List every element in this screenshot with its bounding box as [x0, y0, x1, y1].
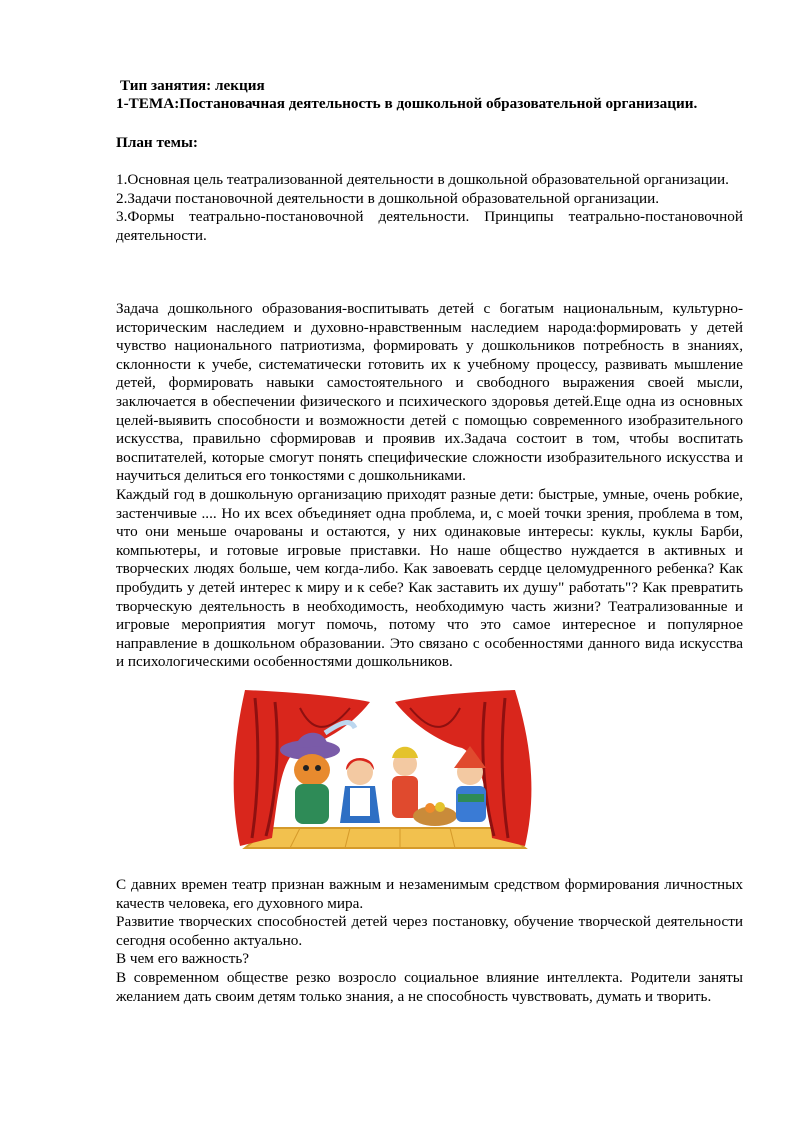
paragraph: Задача дошкольного образования-воспитывать детей с богатым национальным, культурно-историческим наследием и духовно-нравственным наследием народа:формировать у детей чувство национального патриотизма, формировать у дошкольников потребность в знаниях, склонности к учебе, систематически готовить их к учебному процессу, развивать мышление детей, формировать навыки самостоятельного и свободного выражения своей мысли, заключается в обеспечении физического и психического здоровья детей.Еще одна из основных целей-выявить способности и возможности детей с помощью современного изобразительного искусства, правильно сформировав и проявив их.Задача состоит в том, чтобы воспитать воспитателей, которые смогут понять специфические сложности изобразительного искусства и научиться делиться его тонкостями с дошкольниками. — [116, 300, 743, 485]
plan-item: 1.Основная цель театрализованной деятельности в дошкольной образовательной организации. — [116, 171, 729, 188]
plan-item: 2.Задачи постановочной деятельности в дошкольной образовательной организации. — [116, 189, 660, 207]
paragraph: Развитие творческих способностей детей через постановку, обучение творческой деятельности сегодня особенно актуально. — [116, 913, 743, 949]
lesson-type: Тип занятия: лекция — [120, 77, 265, 94]
plan-heading: План темы: — [116, 134, 198, 151]
plan-item: 3.Формы театрально-постановочной деятельности. Принципы театрально-постановочной деятельности. — [116, 208, 743, 244]
body-section-1 — [116, 300, 743, 672]
paragraph: В чем его важность? — [116, 950, 250, 968]
paragraph: В современном обществе резко возросло социальное влияние интеллекта. Родители заняты желанием дать своим детям только знания, а не способность чувствовать, думать и творить. — [116, 968, 743, 1005]
paragraph: С давних времен театр признан важным и незаменимым средством формирования личностных качеств человека, его духовного мира. — [116, 876, 743, 912]
puppet-theater-illustration — [200, 688, 560, 870]
body-section-2 — [116, 876, 743, 1006]
paragraph: Каждый год в дошкольную организацию приходят разные дети: быстрые, умные, очень робкие, застенчивые .... Но их всех объединяет одна проблема, и, с моей точки зрения, проблема в том, что они меньше очарованы и остаются, у них одинаковые интересы: куклы, куклы Барби, компьютеры, и готовые игровые приставки. Но наше общество нуждается в активных и творческих людях больше, чем когда-либо. Как завоевать сердце целомудренного ребенка? Как пробудить у детей интерес к миру и к себе? Как заставить их душу" работать"? Как превратить творческую деятельность в необходимость, необходимую часть жизни? Театрализованные и игровые мероприятия могут помочь, потому что это самое интересное и популярное направление в дошкольном образовании. Это связано с особенностями данного вида искусства и психологическими особенностями дошкольников. — [116, 485, 743, 671]
topic-title: 1-ТЕМА:Постановачная деятельность в дошкольной образовательной организации. — [116, 95, 698, 112]
plan-list — [116, 171, 743, 245]
